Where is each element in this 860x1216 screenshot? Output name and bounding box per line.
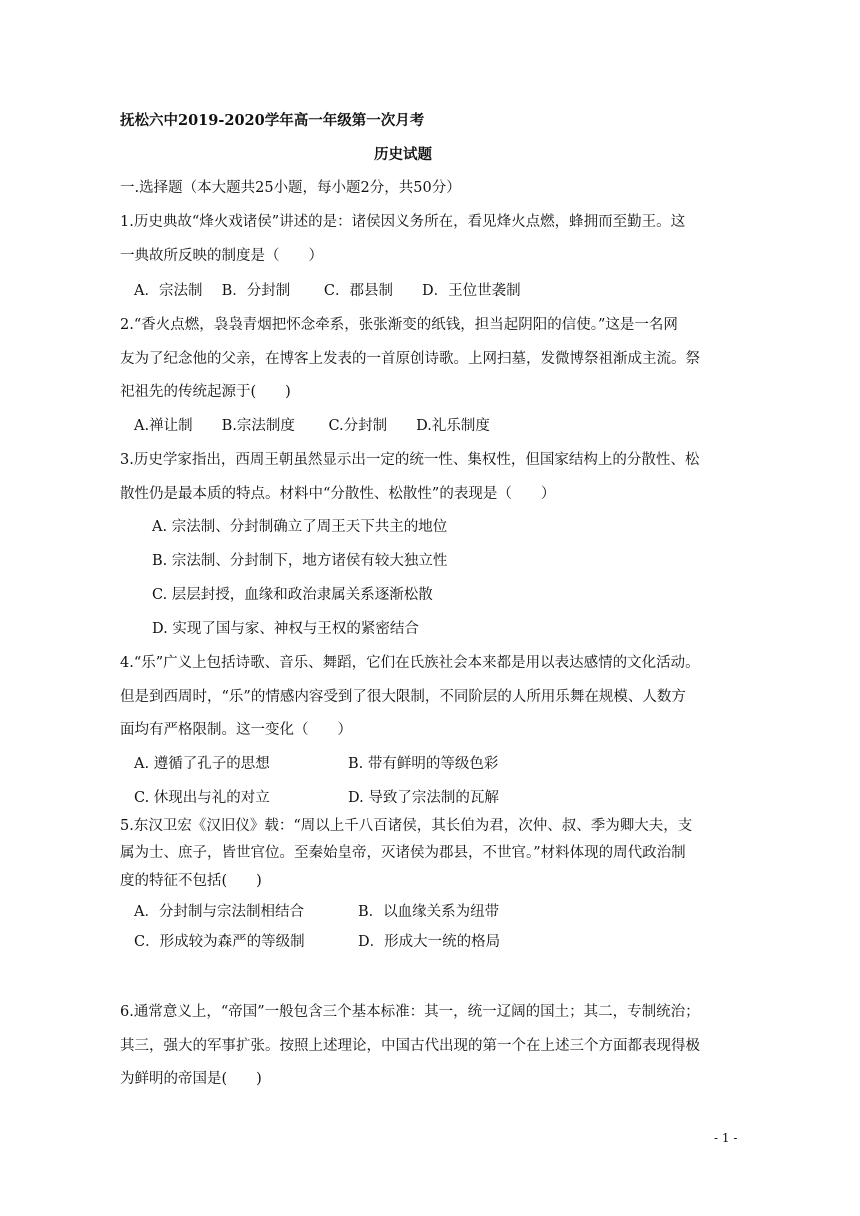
question-1-line-2: 一典故所反映的制度是（ ） <box>120 248 323 264</box>
question-5-line-1: 5.东汉卫宏《汉旧仪》载：“周以上千八百诸侯，其长伯为君，次仲、叔、季为卿大夫，支 <box>120 818 693 834</box>
question-4-option-c: C. 休现出与礼的对立 <box>134 790 270 806</box>
question-2-line-3: 祀祖先的传统起源于( ) <box>120 384 291 400</box>
question-2-line-1: 2.“香火点燃，袅袅青烟把怀念牵系，张张渐变的纸钱，担当起阴阳的信使。”这是一名网 <box>120 317 678 333</box>
question-5-line-3: 度的特征不包括( ) <box>120 873 262 889</box>
question-3-line-1: 3.历史学家指出，西周王朝虽然显示出一定的统一性、集权性，但国家结构上的分散性、松 <box>120 452 700 468</box>
question-6-line-3: 为鲜明的帝国是( ) <box>120 1071 262 1087</box>
subject-title: 历史试题 <box>374 146 432 163</box>
question-3-option-d: D. 实现了国与家、神权与王权的紧密结合 <box>152 621 419 637</box>
question-3-option-c: C. 层层封授，血缘和政治隶属关系逐渐松散 <box>152 587 433 603</box>
question-2-options: A.禅让制 B.宗法制度 C.分封制 D.礼乐制度 <box>134 418 490 434</box>
question-4-line-3: 面均有严格限制。这一变化（ ） <box>120 722 352 738</box>
question-3-option-a: A. 宗法制、分封制确立了周王天下共主的地位 <box>152 519 448 535</box>
question-5-option-c: C．形成较为森严的等级制 <box>134 934 305 950</box>
question-4-line-2: 但是到西周时，“乐”的情感内容受到了很大限制，不同阶层的人所用乐舞在规模、人数方 <box>120 689 686 705</box>
exam-title: 抚松六中2019-2020学年高一年级第一次月考 <box>120 112 425 129</box>
question-3-line-2: 散性仍是最本质的特点。材料中“分散性、松散性”的表现是（ ） <box>120 486 556 502</box>
section-heading: 一.选择题（本大题共25小题，每小题2分，共50分） <box>120 180 461 196</box>
question-6-line-1: 6.通常意义上，“帝国”一般包含三个基本标准：其一，统一辽阔的国土；其二，专制统治； <box>120 1004 700 1020</box>
question-5-option-a: A．分封制与宗法制相结合 <box>134 904 304 920</box>
question-4-option-b: B. 带有鲜明的等级色彩 <box>348 756 499 772</box>
question-1-options: A．宗法制 B．分封制 C．郡县制 D．王位世袭制 <box>134 283 521 299</box>
question-6-line-2: 其三，强大的军事扩张。按照上述理论，中国古代出现的第一个在上述三个方面都表现得极 <box>120 1038 700 1054</box>
question-1-line-1: 1.历史典故“烽火戏诸侯”讲述的是：诸侯因义务所在，看见烽火点燃，蜂拥而至勤王。这 <box>120 214 686 230</box>
question-5-option-d: D．形成大一统的格局 <box>358 934 501 950</box>
question-5-line-2: 属为士、庶子，皆世官位。至秦始皇帝，灭诸侯为郡县，不世官。”材料体现的周代政治制 <box>120 845 686 861</box>
question-5-option-b: B．以血缘关系为纽带 <box>358 904 500 920</box>
question-4-option-a: A. 遵循了孔子的思想 <box>134 756 270 772</box>
question-4-option-d: D. 导致了宗法制的瓦解 <box>348 790 499 806</box>
question-2-line-2: 友为了纪念他的父亲，在博客上发表的一首原创诗歌。上网扫墓，发微博祭祖渐成主流。祭 <box>120 351 700 367</box>
page-number: - 1 - <box>714 1131 738 1145</box>
question-4-line-1: 4.“乐”广义上包括诗歌、音乐、舞蹈，它们在氏族社会本来都是用以表达感情的文化活动。 <box>120 655 700 671</box>
question-3-option-b: B. 宗法制、分封制下，地方诸侯有较大独立性 <box>152 553 448 569</box>
